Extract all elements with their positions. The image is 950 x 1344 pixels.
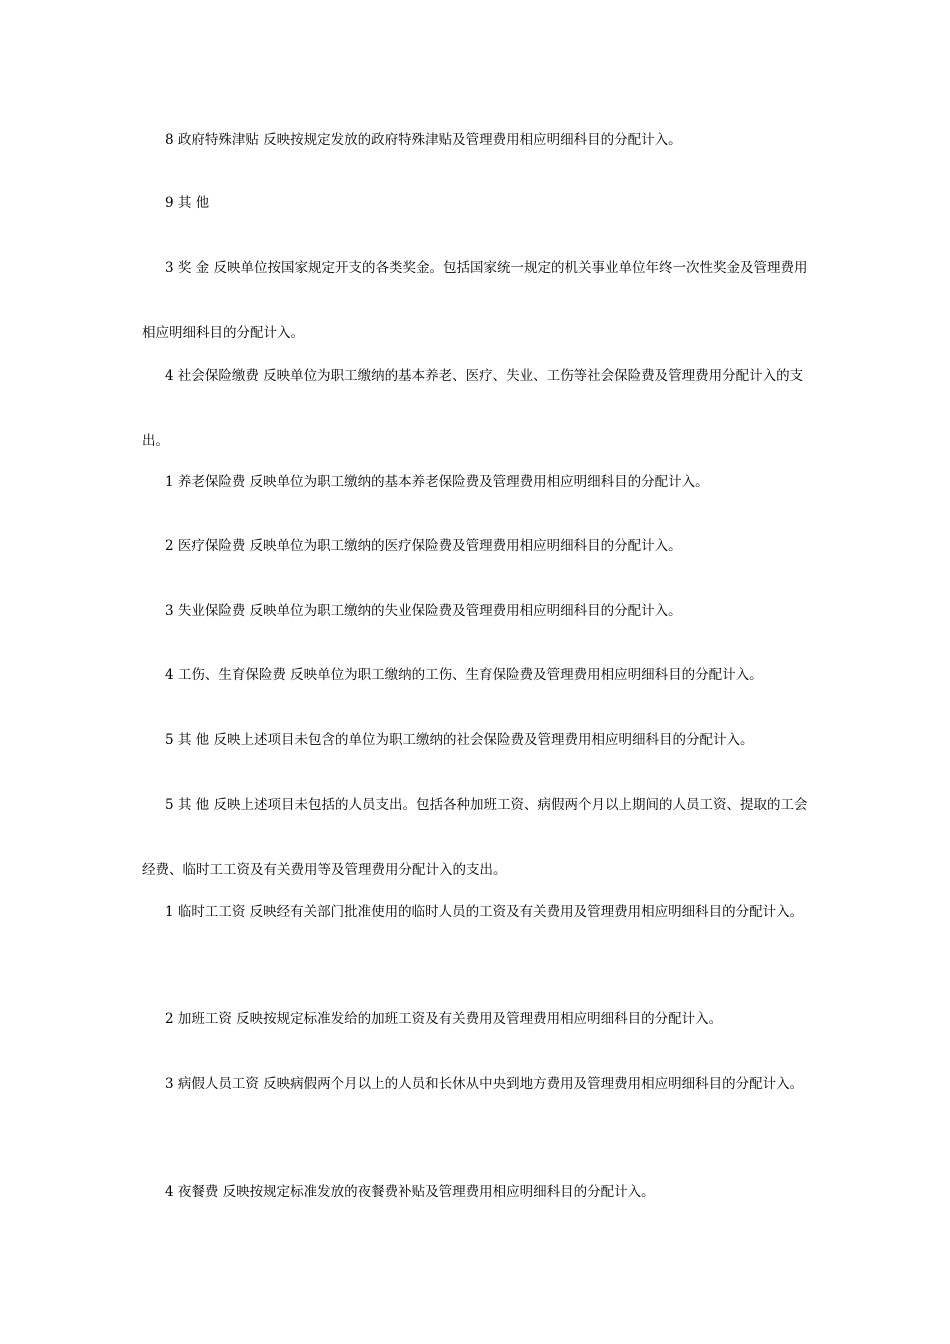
- paragraph-sick-leave-wages: 3 病假人员工资 反映病假两个月以上的人员和长休从中央到地方费用及管理费用相应明细科目的分配计入。: [165, 1076, 804, 1092]
- paragraph-bonus: 3 奖 金 反映单位按国家规定开支的各类奖金。包括国家统一规定的机关事业单位年终一次性奖金及管理费用相应明细科目的分配计入。: [142, 260, 808, 341]
- paragraph-pension-insurance: 1 养老保险费 反映单位为职工缴纳的基本养老保险费及管理费用相应明细科目的分配计入。: [165, 474, 709, 490]
- paragraph-night-meal-allowance: 4 夜餐费 反映按规定标准发放的夜餐费补贴及管理费用相应明细科目的分配计入。: [165, 1184, 655, 1200]
- paragraph-other-insurance: 5 其 他 反映上述项目未包含的单位为职工缴纳的社会保险费及管理费用相应明细科目的分配计入。: [165, 732, 754, 748]
- paragraph-temporary-worker-wages: 1 临时工工资 反映经有关部门批准使用的临时人员的工资及有关费用及管理费用相应明细科目的分配计入。: [165, 904, 804, 920]
- paragraph-other-personnel-expenses: 5 其 他 反映上述项目未包括的人员支出。包括各种加班工资、病假两个月以上期间的人员工资、提取的工会经费、临时工工资及有关费用等及管理费用分配计入的支出。: [142, 797, 808, 878]
- paragraph-social-insurance: 4 社会保险缴费 反映单位为职工缴纳的基本养老、医疗、失业、工伤等社会保险费及管理费用分配计入的支出。: [142, 368, 804, 449]
- paragraph-other-9: 9 其 他: [165, 195, 210, 211]
- paragraph-government-special-allowance: 8 政府特殊津贴 反映按规定发放的政府特殊津贴及管理费用相应明细科目的分配计入。: [165, 132, 682, 148]
- paragraph-medical-insurance: 2 医疗保险费 反映单位为职工缴纳的医疗保险费及管理费用相应明细科目的分配计入。: [165, 538, 682, 554]
- paragraph-overtime-wages: 2 加班工资 反映按规定标准发给的加班工资及有关费用及管理费用相应明细科目的分配计入。: [165, 1011, 723, 1027]
- paragraph-unemployment-insurance: 3 失业保险费 反映单位为职工缴纳的失业保险费及管理费用相应明细科目的分配计入。: [165, 603, 682, 619]
- paragraph-injury-maternity-insurance: 4 工伤、生育保险费 反映单位为职工缴纳的工伤、生育保险费及管理费用相应明细科目的分配计入。: [165, 667, 763, 683]
